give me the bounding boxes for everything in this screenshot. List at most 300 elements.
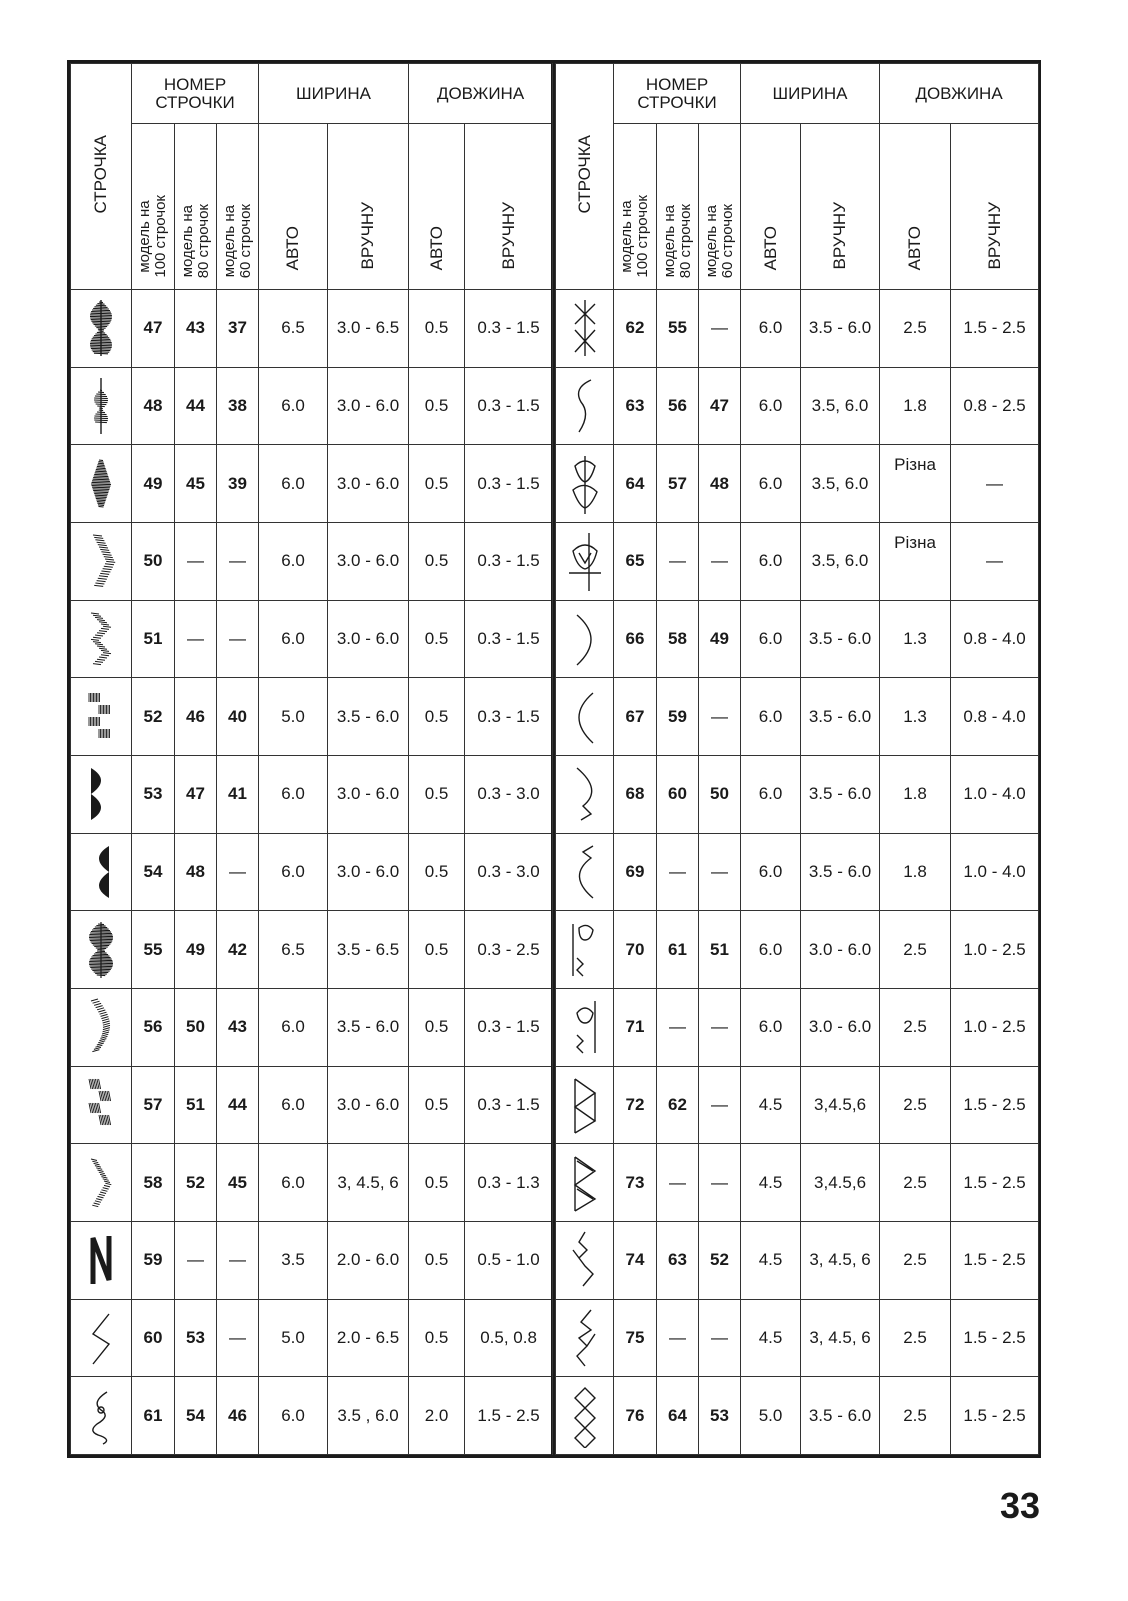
left-row-0-n100: 47: [132, 290, 175, 368]
satin-arrow-stitch-icon: [81, 452, 121, 516]
table-row: [71, 911, 553, 989]
left-row-5-w-manual: 3.5 - 6.0: [328, 678, 409, 756]
right-row-13-w-manual: 3, 4.5, 6: [801, 1299, 880, 1377]
left-arc-tail-stitch-icon: [565, 840, 605, 904]
left-row-13-l-manual: 0.5, 0.8: [465, 1299, 553, 1377]
left-row-13-n100: 60: [132, 1299, 175, 1377]
left-header-model-80-line1: модель на: [178, 204, 196, 277]
cross-vine-stitch-icon: [565, 296, 605, 360]
table-row: [71, 1221, 553, 1299]
right-header-stitch-number: [614, 64, 741, 124]
right-row-8-n100: 70: [614, 911, 657, 989]
right-header-model-60-line2: 60 строчок: [718, 203, 736, 278]
right-row-14-w-auto: 5.0: [741, 1377, 801, 1455]
left-row-0-n80: 43: [175, 290, 217, 368]
right-header-model-100-line1: модель на: [618, 200, 636, 273]
left-header-width-auto-label: АВТО: [283, 225, 303, 270]
right-row-10-n80: 62: [657, 1066, 699, 1144]
right-row-13-n60: —: [699, 1299, 741, 1377]
right-row-9-w-manual: 3.0 - 6.0: [801, 988, 880, 1066]
left-row-6-w-auto: 6.0: [259, 755, 328, 833]
right-row-4-n100: 66: [614, 600, 657, 678]
s-curve-stitch-icon: [565, 374, 605, 438]
right-header-model-60: [699, 124, 741, 290]
right-row-0-stitch: [556, 290, 614, 368]
table-row: [71, 833, 553, 911]
left-row-13-stitch: [71, 1299, 132, 1377]
right-row-9-stitch: [556, 988, 614, 1066]
left-row-12-n60: —: [217, 1221, 259, 1299]
right-arc-stitch-icon: [565, 607, 605, 671]
left-row-11-w-manual: 3, 4.5, 6: [328, 1144, 409, 1222]
table-row: [556, 833, 1039, 911]
left-row-8-w-auto: 6.5: [259, 911, 328, 989]
left-header-stitch-number: [132, 64, 259, 124]
right-header-length-label: ДОВЖИНА: [915, 83, 1003, 103]
right-row-5-n60: —: [699, 678, 741, 756]
right-row-2-stitch: [556, 445, 614, 523]
left-row-3-w-manual: 3.0 - 6.0: [328, 522, 409, 600]
table-row: [556, 522, 1039, 600]
left-row-8-stitch: [71, 911, 132, 989]
right-row-11-n80: —: [657, 1144, 699, 1222]
left-row-0-l-auto: 0.5: [409, 290, 465, 368]
left-row-9-n100: 56: [132, 988, 175, 1066]
satin-step-stitch-icon: [81, 685, 121, 749]
left-row-4-w-manual: 3.0 - 6.0: [328, 600, 409, 678]
right-row-13-l-auto: 2.5: [880, 1299, 951, 1377]
right-row-3-n60: —: [699, 522, 741, 600]
right-row-4-l-auto: 1.3: [880, 600, 951, 678]
left-row-10-stitch: [71, 1066, 132, 1144]
left-row-3-l-auto: 0.5: [409, 522, 465, 600]
left-row-14-l-auto: 2.0: [409, 1377, 465, 1455]
right-row-1-n100: 63: [614, 367, 657, 445]
right-row-1-stitch: [556, 367, 614, 445]
left-row-6-stitch: [71, 755, 132, 833]
right-row-3-l-auto: Різна: [880, 522, 951, 600]
left-row-7-w-auto: 6.0: [259, 833, 328, 911]
right-row-0-n80: 55: [657, 290, 699, 368]
left-row-3-n80: —: [175, 522, 217, 600]
left-row-11-l-auto: 0.5: [409, 1144, 465, 1222]
left-row-2-w-auto: 6.0: [259, 445, 328, 523]
left-row-1-w-auto: 6.0: [259, 367, 328, 445]
left-header-model-100-line2: 100 строчок: [152, 195, 169, 278]
table-row: [71, 290, 553, 368]
left-row-9-n80: 50: [175, 988, 217, 1066]
left-row-11-stitch: [71, 1144, 132, 1222]
table-row: [556, 1221, 1039, 1299]
right-header-width-label: ШИРИНА: [772, 83, 848, 103]
right-row-9-l-auto: 2.5: [880, 988, 951, 1066]
right-row-6-l-auto: 1.8: [880, 755, 951, 833]
stitch-table-left: [67, 60, 554, 1458]
table-row: [556, 445, 1039, 523]
left-row-4-n80: —: [175, 600, 217, 678]
right-row-2-n80: 57: [657, 445, 699, 523]
left-header-width-manual: [328, 124, 409, 290]
left-row-6-n100: 53: [132, 755, 175, 833]
left-row-12-w-manual: 2.0 - 6.0: [328, 1221, 409, 1299]
left-row-5-l-manual: 0.3 - 1.5: [465, 678, 553, 756]
left-row-8-l-auto: 0.5: [409, 911, 465, 989]
right-row-1-l-manual: 0.8 - 2.5: [951, 367, 1039, 445]
left-row-14-stitch: [71, 1377, 132, 1455]
right-row-8-n80: 61: [657, 911, 699, 989]
left-row-4-l-auto: 0.5: [409, 600, 465, 678]
stitch-table-left-grid: [70, 63, 553, 1455]
left-row-14-n80: 54: [175, 1377, 217, 1455]
right-row-8-l-manual: 1.0 - 2.5: [951, 911, 1039, 989]
left-row-6-n60: 41: [217, 755, 259, 833]
left-row-13-w-auto: 5.0: [259, 1299, 328, 1377]
left-row-4-stitch: [71, 600, 132, 678]
left-row-3-stitch: [71, 522, 132, 600]
left-row-5-w-auto: 5.0: [259, 678, 328, 756]
left-row-12-n80: —: [175, 1221, 217, 1299]
left-row-13-n60: —: [217, 1299, 259, 1377]
left-row-1-n60: 38: [217, 367, 259, 445]
right-row-12-w-manual: 3, 4.5, 6: [801, 1221, 880, 1299]
right-row-11-l-manual: 1.5 - 2.5: [951, 1144, 1039, 1222]
left-header-length: [409, 64, 553, 124]
left-row-14-w-auto: 6.0: [259, 1377, 328, 1455]
right-row-7-n80: —: [657, 833, 699, 911]
left-header-stitch-label: СТРОЧКА: [91, 134, 111, 214]
left-row-10-n80: 51: [175, 1066, 217, 1144]
right-row-11-n60: —: [699, 1144, 741, 1222]
left-header-model-100: [132, 124, 175, 290]
lotus-stitch-icon: [565, 529, 605, 593]
right-row-0-w-manual: 3.5 - 6.0: [801, 290, 880, 368]
left-row-0-n60: 37: [217, 290, 259, 368]
right-row-1-l-auto: 1.8: [880, 367, 951, 445]
left-row-7-w-manual: 3.0 - 6.0: [328, 833, 409, 911]
satin-diagonal-stitch-icon: [81, 529, 121, 593]
left-row-14-w-manual: 3.5 , 6.0: [328, 1377, 409, 1455]
left-row-2-stitch: [71, 445, 132, 523]
left-row-8-l-manual: 0.3 - 2.5: [465, 911, 553, 989]
left-header-length-manual: [465, 124, 553, 290]
left-row-12-l-manual: 0.5 - 1.0: [465, 1221, 553, 1299]
loop-stitch-icon: [81, 1384, 121, 1448]
diamond-zigzag-alt-stitch-icon: [565, 1306, 605, 1370]
right-row-5-n100: 67: [614, 678, 657, 756]
left-row-0-l-manual: 0.3 - 1.5: [465, 290, 553, 368]
right-header-model-80: [657, 124, 699, 290]
diamond-chain-stitch-icon: [565, 1384, 605, 1448]
right-row-10-w-auto: 4.5: [741, 1066, 801, 1144]
right-header-width-auto-label: АВТО: [760, 225, 780, 270]
tulip-stitch-icon: [565, 452, 605, 516]
left-header-model-80-line2: 80 строчок: [194, 203, 212, 278]
right-row-12-l-manual: 1.5 - 2.5: [951, 1221, 1039, 1299]
left-row-12-n100: 59: [132, 1221, 175, 1299]
right-header-width: [741, 64, 880, 124]
right-header-width-auto: [741, 124, 801, 290]
right-row-6-w-manual: 3.5 - 6.0: [801, 755, 880, 833]
right-header-width-manual: [801, 124, 880, 290]
left-row-11-n80: 52: [175, 1144, 217, 1222]
right-header-model-100-line2: 100 строчок: [634, 195, 651, 278]
right-row-10-stitch: [556, 1066, 614, 1144]
satin-scallop-stitch-icon: [81, 762, 121, 826]
satin-staircase-stitch-icon: [81, 1073, 121, 1137]
left-row-10-l-manual: 0.3 - 1.5: [465, 1066, 553, 1144]
left-row-0-stitch: [71, 290, 132, 368]
satin-chevron-stitch-icon: [81, 1151, 121, 1215]
left-row-6-l-manual: 0.3 - 3.0: [465, 755, 553, 833]
right-row-11-l-auto: 2.5: [880, 1144, 951, 1222]
right-row-14-l-manual: 1.5 - 2.5: [951, 1377, 1039, 1455]
left-row-6-w-manual: 3.0 - 6.0: [328, 755, 409, 833]
right-row-7-w-manual: 3.5 - 6.0: [801, 833, 880, 911]
right-row-3-w-auto: 6.0: [741, 522, 801, 600]
right-row-3-n100: 65: [614, 522, 657, 600]
left-row-10-w-auto: 6.0: [259, 1066, 328, 1144]
page-number: 33: [999, 1485, 1040, 1526]
left-header-number-line1: НОМЕР: [163, 74, 227, 94]
right-header-stitch: [556, 64, 614, 290]
left-header-length-auto-label: АВТО: [426, 225, 446, 270]
right-row-14-n100: 76: [614, 1377, 657, 1455]
left-row-5-n60: 40: [217, 678, 259, 756]
right-row-10-n100: 72: [614, 1066, 657, 1144]
right-row-9-n100: 71: [614, 988, 657, 1066]
right-row-4-w-auto: 6.0: [741, 600, 801, 678]
triangle-lattice-stitch-icon: [565, 1073, 605, 1137]
left-row-11-l-manual: 0.3 - 1.3: [465, 1144, 553, 1222]
left-row-5-stitch: [71, 678, 132, 756]
flower-wave-stitch-icon: [565, 918, 605, 982]
right-row-9-w-auto: 6.0: [741, 988, 801, 1066]
triangle-lattice-alt-stitch-icon: [565, 1151, 605, 1215]
right-row-14-l-auto: 2.5: [880, 1377, 951, 1455]
right-row-5-n80: 59: [657, 678, 699, 756]
table-row: [71, 1299, 553, 1377]
right-row-10-w-manual: 3,4.5,6: [801, 1066, 880, 1144]
right-row-1-n80: 56: [657, 367, 699, 445]
left-header-number-line2: СТРОЧКИ: [155, 92, 235, 112]
left-row-7-stitch: [71, 833, 132, 911]
left-row-12-w-auto: 3.5: [259, 1221, 328, 1299]
left-header-model-60: [217, 124, 259, 290]
right-row-7-stitch: [556, 833, 614, 911]
left-row-0-w-auto: 6.5: [259, 290, 328, 368]
left-header-length-manual-label: ВРУЧНУ: [498, 202, 518, 270]
right-row-1-w-manual: 3.5, 6.0: [801, 367, 880, 445]
stitch-table: [67, 60, 1041, 1458]
right-row-14-w-manual: 3.5 - 6.0: [801, 1377, 880, 1455]
left-row-7-n80: 48: [175, 833, 217, 911]
right-header-model-80-line2: 80 строчок: [676, 203, 694, 278]
right-row-12-stitch: [556, 1221, 614, 1299]
right-row-0-w-auto: 6.0: [741, 290, 801, 368]
left-header-model-100-line1: модель на: [136, 200, 154, 273]
right-row-4-w-manual: 3.5 - 6.0: [801, 600, 880, 678]
right-row-3-stitch: [556, 522, 614, 600]
right-row-5-w-auto: 6.0: [741, 678, 801, 756]
left-row-12-l-auto: 0.5: [409, 1221, 465, 1299]
left-row-7-l-manual: 0.3 - 3.0: [465, 833, 553, 911]
tapered-satin-stitch-icon: [81, 374, 121, 438]
table-row: [556, 911, 1039, 989]
left-row-4-l-manual: 0.3 - 1.5: [465, 600, 553, 678]
satin-oval-stitch-icon: [81, 918, 121, 982]
right-row-2-l-auto: Різна: [880, 445, 951, 523]
right-row-12-n80: 63: [657, 1221, 699, 1299]
left-row-14-n100: 61: [132, 1377, 175, 1455]
right-row-11-stitch: [556, 1144, 614, 1222]
right-row-13-l-manual: 1.5 - 2.5: [951, 1299, 1039, 1377]
left-row-8-w-manual: 3.5 - 6.5: [328, 911, 409, 989]
right-row-10-n60: —: [699, 1066, 741, 1144]
right-header-width-manual-label: ВРУЧНУ: [830, 202, 850, 270]
right-row-5-stitch: [556, 678, 614, 756]
right-row-9-n60: —: [699, 988, 741, 1066]
left-header-width-label: ШИРИНА: [296, 83, 372, 103]
flower-wave-alt-stitch-icon: [565, 995, 605, 1059]
left-header-length-auto: [409, 124, 465, 290]
right-header-model-100: [614, 124, 657, 290]
right-header-stitch-label: СТРОЧКА: [574, 134, 594, 214]
table-row: [556, 1377, 1039, 1455]
right-row-5-l-auto: 1.3: [880, 678, 951, 756]
table-row: [556, 290, 1039, 368]
right-row-14-n80: 64: [657, 1377, 699, 1455]
right-header-number-line2: СТРОЧКИ: [637, 92, 717, 112]
right-header-length-auto: [880, 124, 951, 290]
left-header-model-60-line1: модель на: [220, 204, 238, 277]
right-row-4-n80: 58: [657, 600, 699, 678]
left-row-13-n80: 53: [175, 1299, 217, 1377]
right-row-2-n100: 64: [614, 445, 657, 523]
satin-leaf-stitch-icon: [81, 995, 121, 1059]
right-row-8-l-auto: 2.5: [880, 911, 951, 989]
left-row-10-l-auto: 0.5: [409, 1066, 465, 1144]
left-row-9-w-auto: 6.0: [259, 988, 328, 1066]
left-row-7-n100: 54: [132, 833, 175, 911]
table-row: [71, 1377, 553, 1455]
right-row-10-l-auto: 2.5: [880, 1066, 951, 1144]
right-row-14-stitch: [556, 1377, 614, 1455]
right-header-model-80-line1: модель на: [660, 204, 678, 277]
right-row-8-n60: 51: [699, 911, 741, 989]
right-row-7-l-auto: 1.8: [880, 833, 951, 911]
left-row-3-l-manual: 0.3 - 1.5: [465, 522, 553, 600]
right-row-1-w-auto: 6.0: [741, 367, 801, 445]
right-row-2-n60: 48: [699, 445, 741, 523]
right-row-2-w-auto: 6.0: [741, 445, 801, 523]
left-row-4-w-auto: 6.0: [259, 600, 328, 678]
right-row-5-l-manual: 0.8 - 4.0: [951, 678, 1039, 756]
right-row-13-w-auto: 4.5: [741, 1299, 801, 1377]
left-row-5-l-auto: 0.5: [409, 678, 465, 756]
right-row-0-n60: —: [699, 290, 741, 368]
right-row-14-n60: 53: [699, 1377, 741, 1455]
right-row-12-n60: 52: [699, 1221, 741, 1299]
right-row-13-stitch: [556, 1299, 614, 1377]
right-header-length: [880, 64, 1039, 124]
left-row-8-n60: 42: [217, 911, 259, 989]
left-row-1-n100: 48: [132, 367, 175, 445]
left-row-7-l-auto: 0.5: [409, 833, 465, 911]
right-row-6-w-auto: 6.0: [741, 755, 801, 833]
right-row-2-l-manual: —: [951, 445, 1039, 523]
left-row-13-w-manual: 2.0 - 6.5: [328, 1299, 409, 1377]
left-header-width-manual-label: ВРУЧНУ: [358, 202, 378, 270]
left-row-3-n100: 50: [132, 522, 175, 600]
right-row-10-l-manual: 1.5 - 2.5: [951, 1066, 1039, 1144]
right-row-11-w-auto: 4.5: [741, 1144, 801, 1222]
right-row-11-w-manual: 3,4.5,6: [801, 1144, 880, 1222]
left-row-4-n100: 51: [132, 600, 175, 678]
left-row-14-n60: 46: [217, 1377, 259, 1455]
left-row-9-w-manual: 3.5 - 6.0: [328, 988, 409, 1066]
table-row: [71, 445, 553, 523]
left-row-1-l-auto: 0.5: [409, 367, 465, 445]
table-row: [556, 1066, 1039, 1144]
right-row-5-w-manual: 3.5 - 6.0: [801, 678, 880, 756]
right-row-8-stitch: [556, 911, 614, 989]
right-row-4-stitch: [556, 600, 614, 678]
left-row-11-n60: 45: [217, 1144, 259, 1222]
table-row: [71, 755, 553, 833]
left-row-5-n100: 52: [132, 678, 175, 756]
right-row-0-l-auto: 2.5: [880, 290, 951, 368]
right-header-model-60-line1: модель на: [702, 204, 720, 277]
table-row: [71, 367, 553, 445]
right-row-12-w-auto: 4.5: [741, 1221, 801, 1299]
left-row-1-l-manual: 0.3 - 1.5: [465, 367, 553, 445]
left-row-10-w-manual: 3.0 - 6.0: [328, 1066, 409, 1144]
table-row: [556, 755, 1039, 833]
table-row: [556, 1299, 1039, 1377]
table-row: [556, 988, 1039, 1066]
left-row-2-l-auto: 0.5: [409, 445, 465, 523]
n-zigzag-stitch-icon: [81, 1306, 121, 1370]
table-row: [71, 1066, 553, 1144]
right-row-6-n100: 68: [614, 755, 657, 833]
left-row-0-w-manual: 3.0 - 6.5: [328, 290, 409, 368]
left-row-13-l-auto: 0.5: [409, 1299, 465, 1377]
left-header-model-60-line2: 60 строчок: [236, 203, 254, 278]
left-row-14-l-manual: 1.5 - 2.5: [465, 1377, 553, 1455]
right-row-0-l-manual: 1.5 - 2.5: [951, 290, 1039, 368]
left-row-1-stitch: [71, 367, 132, 445]
right-row-12-n100: 74: [614, 1221, 657, 1299]
bold-n-stitch-icon: [81, 1228, 121, 1292]
table-row: [71, 988, 553, 1066]
right-row-4-l-manual: 0.8 - 4.0: [951, 600, 1039, 678]
left-row-12-stitch: [71, 1221, 132, 1299]
left-row-9-stitch: [71, 988, 132, 1066]
table-row: [71, 600, 553, 678]
left-row-9-l-manual: 0.3 - 1.5: [465, 988, 553, 1066]
satin-zigzag-stitch-icon: [81, 607, 121, 671]
right-row-13-n100: 75: [614, 1299, 657, 1377]
table-row: [556, 600, 1039, 678]
right-header-length-manual-label: ВРУЧНУ: [984, 202, 1004, 270]
left-row-6-l-auto: 0.5: [409, 755, 465, 833]
right-row-7-l-manual: 1.0 - 4.0: [951, 833, 1039, 911]
right-row-9-l-manual: 1.0 - 2.5: [951, 988, 1039, 1066]
left-header-width: [259, 64, 409, 124]
left-row-7-n60: —: [217, 833, 259, 911]
satin-dome-stitch-icon: [81, 840, 121, 904]
right-row-4-n60: 49: [699, 600, 741, 678]
